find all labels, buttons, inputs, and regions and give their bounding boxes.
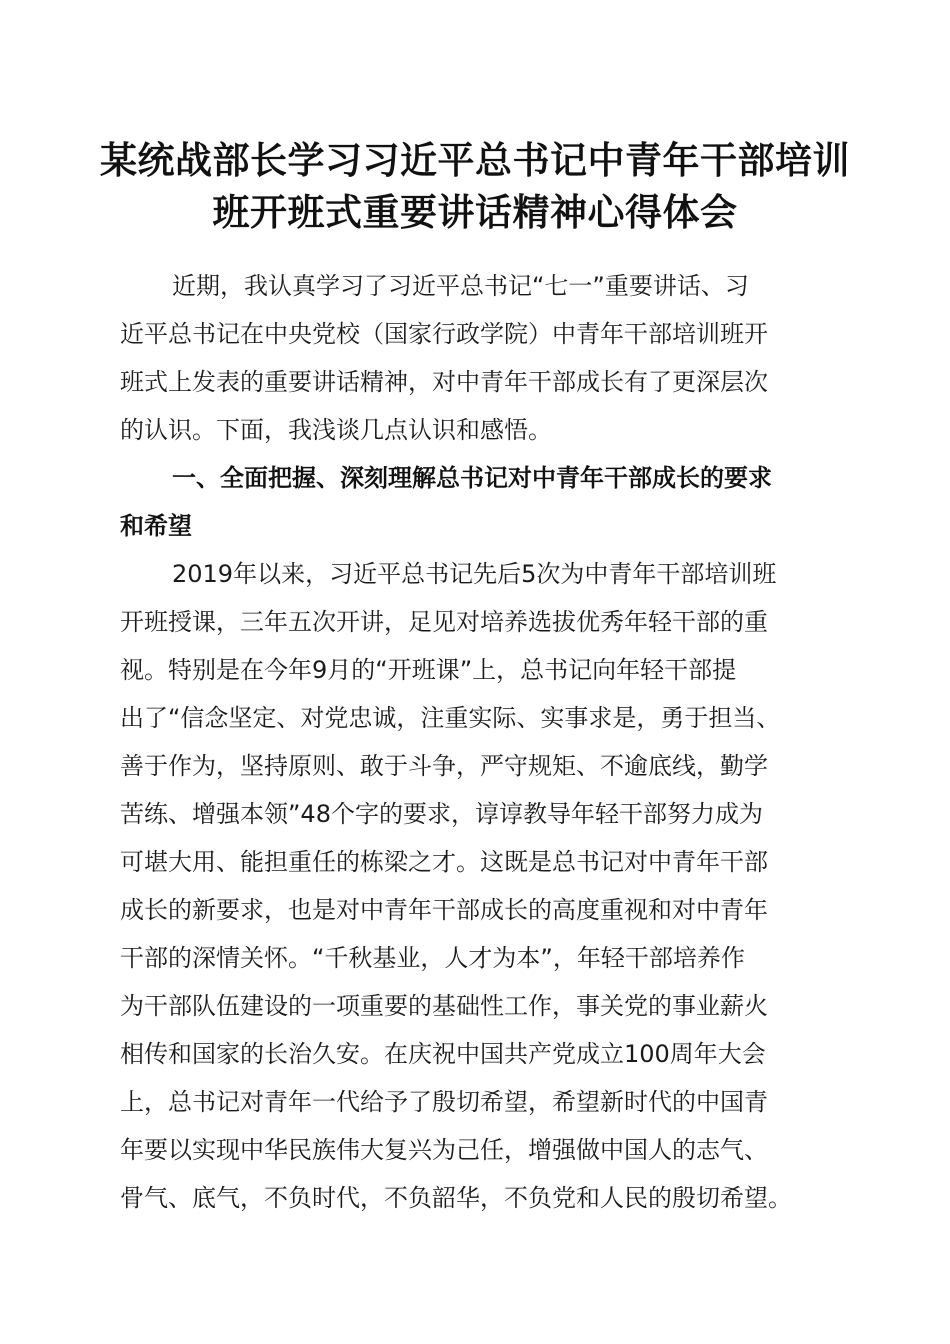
paragraph-2-line: 成长的新要求，也是对中青年干部成长的高度重视和对中青年	[120, 896, 768, 924]
paragraph-2-line: 2019年以来，习近平总书记先后5次为中青年干部培训班	[172, 560, 777, 588]
paragraph-1-line: 近平总书记在中央党校（国家行政学院）中青年干部培训班开	[120, 320, 768, 348]
title-line-2: 班开班式重要讲话精神心得体会	[212, 190, 738, 234]
paragraph-2-line: 善于作为，坚持原则、敢于斗争，严守规矩、不逾底线，勤学	[120, 752, 768, 780]
paragraph-1-line: 班式上发表的重要讲话精神，对中青年干部成长有了更深层次	[120, 368, 768, 396]
paragraph-1-line: 近期，我认真学习了习近平总书记“七一”重要讲话、习	[172, 272, 749, 300]
paragraph-1-line: 的认识。下面，我浅谈几点认识和感悟。	[120, 416, 552, 444]
paragraph-2-line: 上，总书记对青年一代给予了殷切希望，希望新时代的中国青	[120, 1088, 768, 1116]
section-heading-line: 一、全面把握、深刻理解总书记对中青年干部成长的要求	[172, 464, 772, 492]
paragraph-2-line: 开班授课，三年五次开讲，足见对培养选拔优秀年轻干部的重	[120, 608, 768, 636]
paragraph-2-line: 骨气、底气，不负时代，不负韶华，不负党和人民的殷切希望。	[120, 1184, 792, 1212]
paragraph-2-line: 苦练、增强本领”48个字的要求，谆谆教导年轻干部努力成为	[120, 800, 763, 828]
paragraph-2-line: 出了“信念坚定、对党忠诚，注重实际、实事求是，勇于担当、	[120, 704, 781, 732]
paragraph-2-line: 相传和国家的长治久安。在庆祝中国共产党成立100周年大会	[120, 1040, 766, 1068]
paragraph-2-line: 为干部队伍建设的一项重要的基础性工作，事关党的事业薪火	[120, 992, 768, 1020]
title-line-1: 某统战部长学习习近平总书记中青年干部培训	[100, 138, 850, 182]
document-title	[100, 134, 850, 238]
section-heading-line: 和希望	[120, 512, 192, 540]
paragraph-2-line: 年要以实现中华民族伟大复兴为己任，增强做中国人的志气、	[120, 1136, 768, 1164]
paragraph-2-line: 干部的深情关怀。“千秋基业，人才为本”，年轻干部培养作	[120, 944, 745, 972]
paragraph-2-line: 视。特别是在今年9月的“开班课”上，总书记向年轻干部提	[120, 656, 737, 684]
paragraph-2-line: 可堪大用、能担重任的栋梁之才。这既是总书记对中青年干部	[120, 848, 768, 876]
document-body	[120, 262, 840, 1222]
